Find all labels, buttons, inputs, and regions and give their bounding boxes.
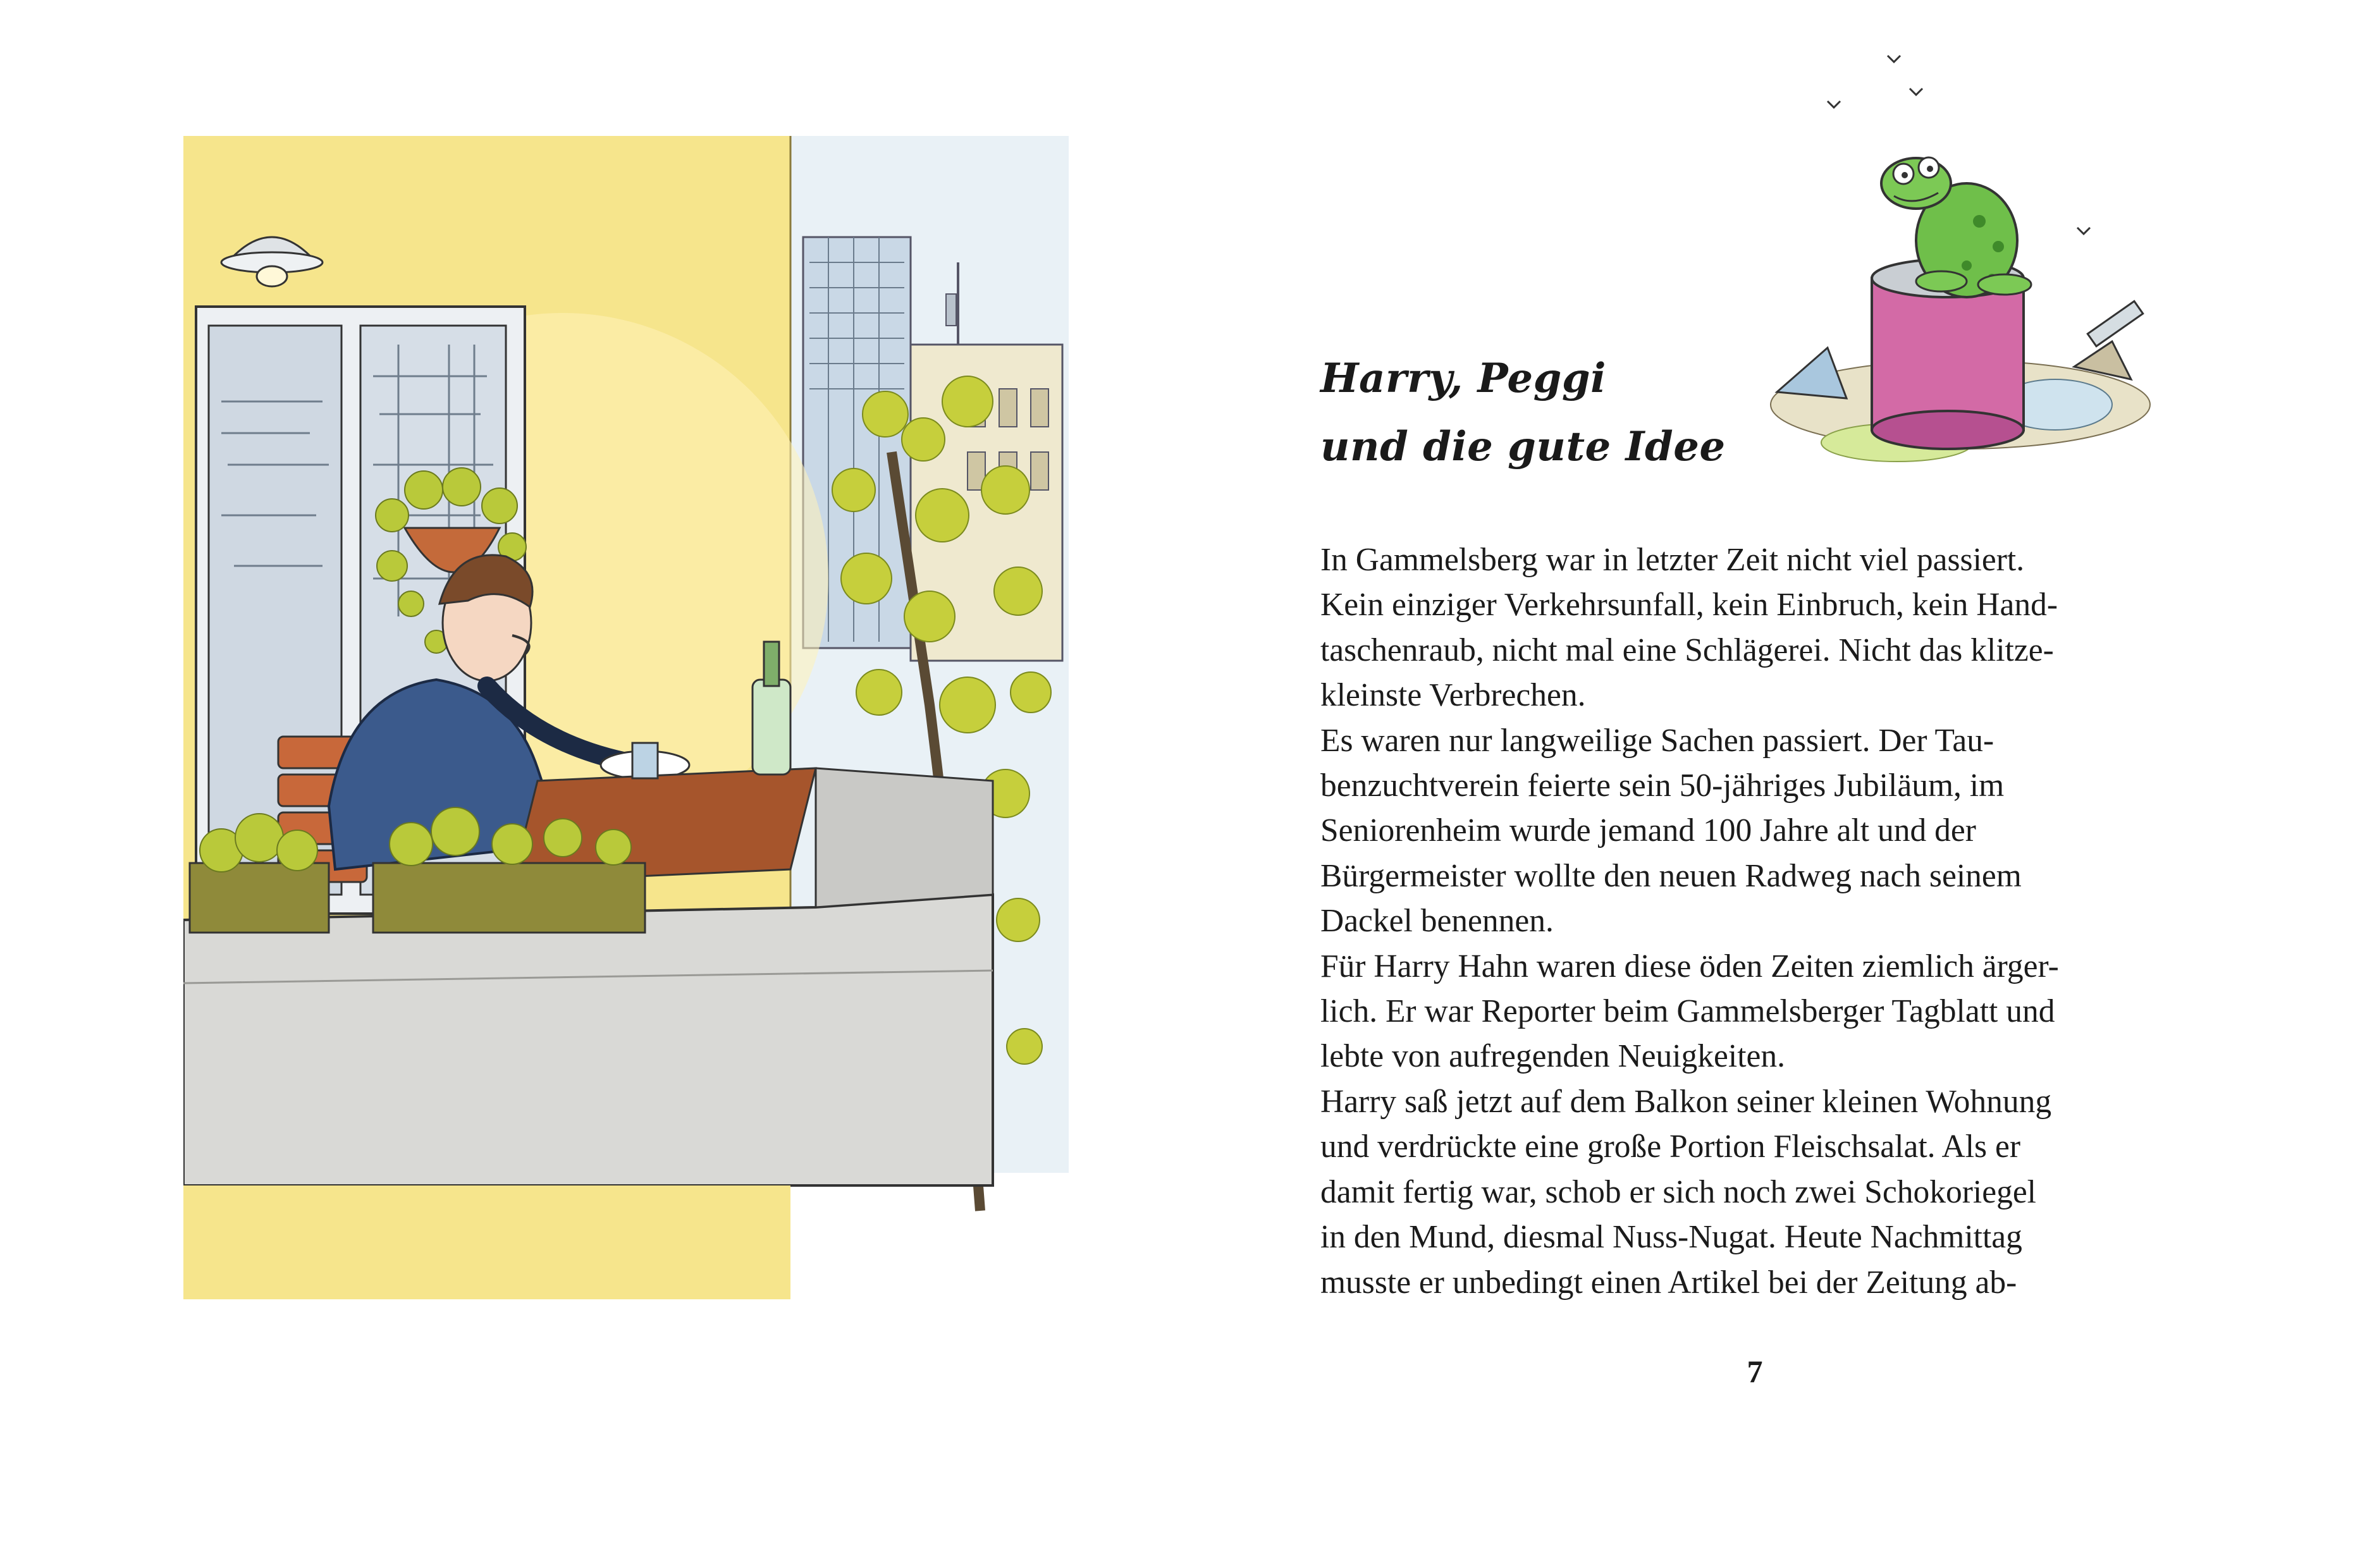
text-line: Dackel benennen. [1320, 903, 1554, 940]
text-line: lebte von aufregenden Neuigkeiten. [1320, 1038, 1786, 1075]
page-number: 7 [1747, 1354, 1763, 1389]
text-line: Seniorenheim wurde jemand 100 Jahre alt und der [1320, 812, 1976, 849]
chapter-title-line: und die gute Idee [1320, 423, 1726, 470]
text-line: in den Mund, diesmal Nuss-Nugat. Heute Nachmittag [1320, 1219, 2022, 1256]
text-line: und verdrückte eine große Portion Fleischsalat. Als er [1320, 1129, 2020, 1165]
chapter-title-line: Harry, Peggi [1320, 355, 1606, 402]
text-line: Es waren nur langweilige Sachen passiert. Der Tau- [1320, 722, 1994, 759]
text-line: Für Harry Hahn waren diese öden Zeiten ziemlich ärger- [1320, 948, 2059, 984]
body-text [1320, 537, 2206, 1305]
text-line: Bürgermeister wollte den neuen Radweg nach seinem [1320, 857, 2022, 894]
balcony-illustration [183, 136, 1069, 1299]
text-line: benzuchtverein feierte sein 50-jähriges Jubiläum, im [1320, 768, 2005, 804]
text-line: lich. Er war Reporter beim Gammelsberger Tagblatt und [1320, 993, 2055, 1030]
text-line: Harry saß jetzt auf dem Balkon seiner kleinen Wohnung [1320, 1083, 2052, 1120]
text-line: In Gammelsberg war in letzter Zeit nicht viel passiert. [1320, 542, 2025, 578]
text-line: musste er unbedingt einen Artikel bei der Zeitung ab- [1320, 1264, 2017, 1301]
text-line: Kein einziger Verkehrsunfall, kein Einbruch, kein Hand- [1320, 587, 2058, 623]
text-line: taschenraub, nicht mal eine Schlägerei. Nicht das klitze- [1320, 632, 2054, 668]
text-line: damit fertig war, schob er sich noch zwei Schokoriegel [1320, 1173, 2036, 1210]
frog-illustration [1758, 38, 2169, 468]
text-line: kleinste Verbrechen. [1320, 677, 1586, 714]
chapter-title [1320, 345, 1788, 481]
